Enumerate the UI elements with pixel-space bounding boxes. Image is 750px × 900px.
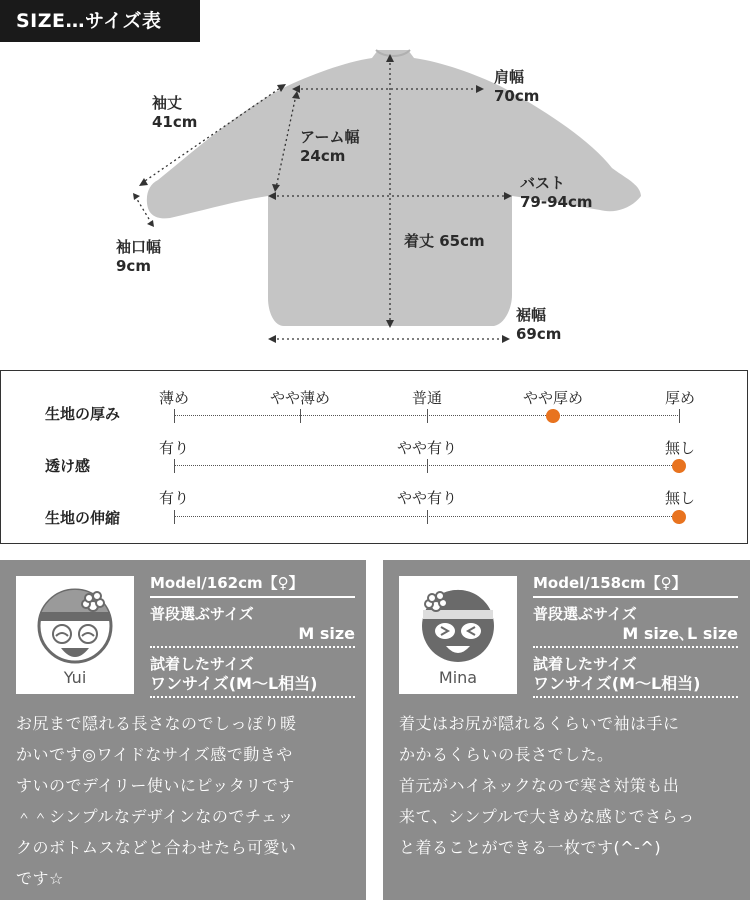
garment-diagram	[0, 42, 750, 360]
usual-size-label: 普段選ぶサイズ	[533, 605, 637, 623]
stretch-label-2: 無し	[664, 489, 696, 507]
thickness-title: 生地の厚み	[45, 405, 121, 423]
stretch-indicator	[672, 510, 686, 524]
thickness-indicator	[546, 409, 560, 423]
model-height: Model/158cm【♀】	[533, 572, 738, 598]
model-height: Model/162cm【♀】	[150, 572, 355, 598]
model-name: Yui	[63, 668, 87, 687]
model-name: Mina	[438, 668, 478, 687]
thickness-label-0: 薄め	[158, 389, 190, 407]
tried-size-label: 試着したサイズ	[533, 655, 637, 673]
stretch-label-0: 有り	[158, 489, 190, 507]
model-info-mina	[533, 572, 738, 698]
model-info-yui	[150, 572, 355, 698]
thickness-label-3: やや厚め	[522, 389, 584, 407]
thickness-label-2: 普通	[411, 389, 443, 407]
hem-width-label: 裾幅 69cm	[516, 306, 562, 343]
usual-size-value: M size	[150, 624, 355, 648]
usual-size-label: 普段選ぶサイズ	[150, 605, 254, 623]
cuff-width-label: 袖口幅 9cm	[116, 238, 162, 275]
arm-width-label: アーム幅 24cm	[300, 128, 360, 165]
thickness-label-4: 厚め	[664, 389, 696, 407]
sheerness-scale	[174, 465, 680, 466]
model-card-yui	[0, 560, 366, 900]
model-card-mina	[383, 560, 750, 900]
bust-label: バスト 79-94cm	[520, 174, 593, 211]
model-comment-mina: 着丈はお尻が隠れるくらいで袖は手に かかるくらいの長さでした。 首元がハイネックなので寒さ対策も出 来て、シンプルで大きめな感じでさらっ と着ることができる一枚です(^-^)	[399, 714, 695, 857]
tried-size-value: ワンサイズ(M〜L相当)	[150, 674, 355, 698]
sleeve-length-label: 袖丈 41cm	[152, 94, 198, 131]
thickness-label-1: やや薄め	[269, 389, 331, 407]
usual-size-value: M size､L size	[533, 624, 738, 648]
thickness-scale	[174, 415, 680, 416]
shoulder-width-label: 肩幅 70cm	[494, 68, 540, 105]
stretch-scale	[174, 516, 680, 517]
sweater-illustration	[0, 42, 750, 360]
tried-size-label: 試着したサイズ	[150, 655, 254, 673]
stretch-label-1: やや有り	[396, 489, 458, 507]
avatar-mina	[399, 576, 517, 694]
sheerness-label-1: やや有り	[396, 439, 458, 457]
tried-size-value: ワンサイズ(M〜L相当)	[533, 674, 738, 698]
size-chart-tag: SIZE…サイズ表	[0, 0, 200, 42]
sheerness-indicator	[672, 459, 686, 473]
avatar-yui	[16, 576, 134, 694]
stretch-title: 生地の伸縮	[45, 509, 121, 527]
model-comment-yui: お尻まで隠れる長さなのでしっぽり暖 かいです◎ワイドなサイズ感で動きや すいのでデイリー使いにピッタリです ＾＾シンプルなデザインなのでチェッ クのボトムスなどと合わせたら可愛い です☆	[16, 714, 297, 888]
sheerness-label-0: 有り	[158, 439, 190, 457]
length-label: 着丈 65cm	[404, 232, 485, 250]
fabric-properties-panel	[0, 370, 748, 544]
sheerness-title: 透け感	[45, 457, 91, 475]
sheerness-label-2: 無し	[664, 439, 696, 457]
